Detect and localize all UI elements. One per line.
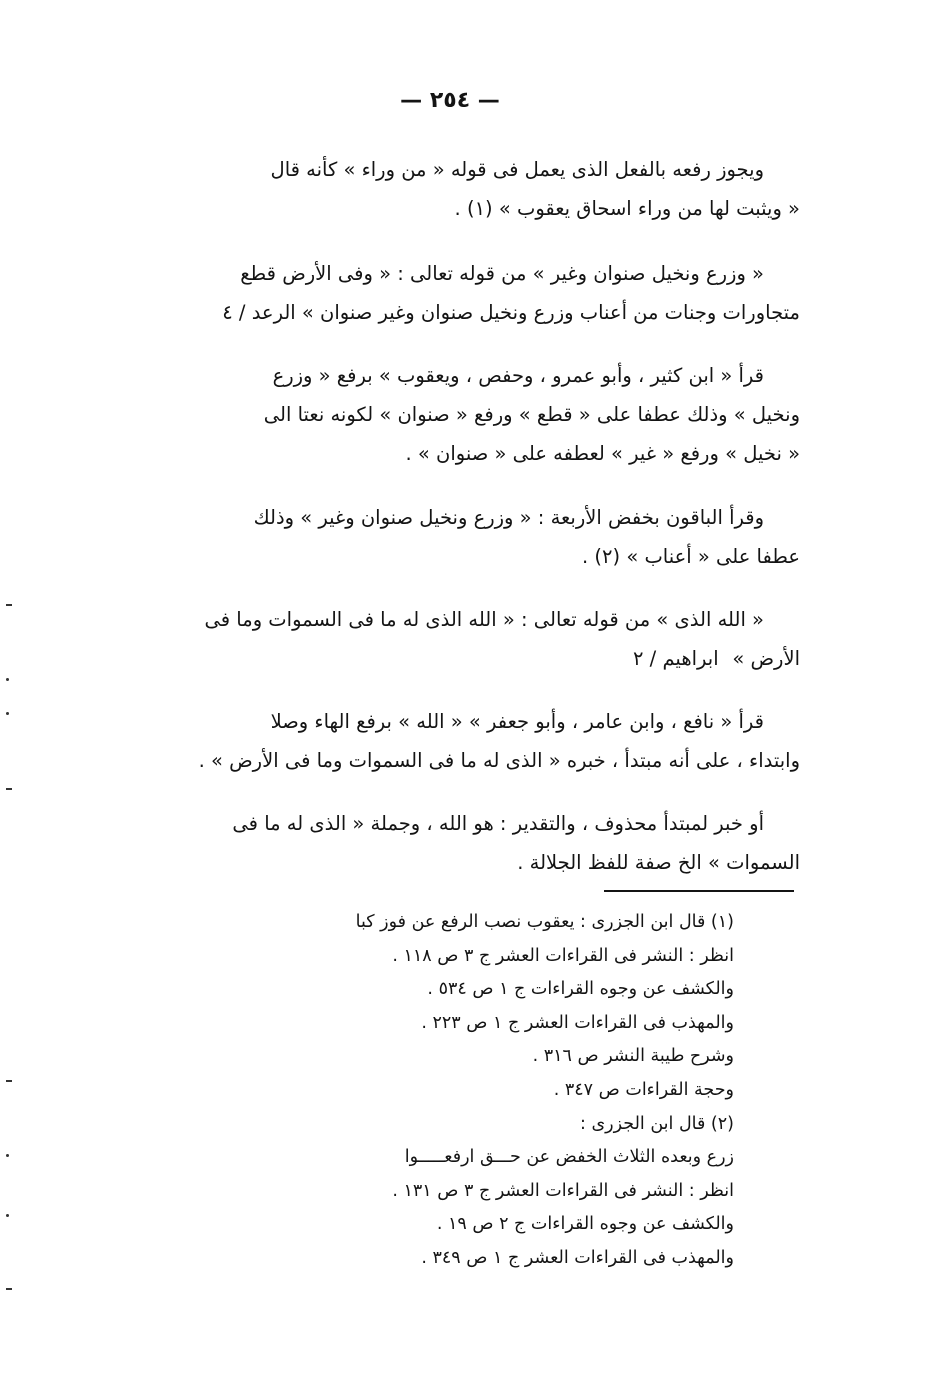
paragraph-line-text: الأرض » [732,647,800,670]
paragraph-line: عطفا على « أعناب » (٢) . [582,545,800,568]
paragraph-line [128,639,800,678]
footnote-line: والمهذب فى القراءات العشر ج ١ ص ٣٤٩ . [421,1247,734,1268]
scan-margin-mark [6,1214,9,1217]
scan-margin-mark [6,1080,12,1082]
paragraph-line: قرأ « نافع ، وابن عامر ، وأبو جعفر » « الله » برفع الهاء وصلا [270,710,764,733]
page-number: — ٢٥٤ — [400,88,500,113]
paragraph-line: « الله الذى » من قوله تعالى : « الله الذى له ما فى السموات وما فى [204,608,764,631]
scan-margin-mark [6,1288,12,1290]
footnote-line: والكشف عن وجوه القراءات ج ١ ص ٥٣٤ . [427,979,734,1000]
paragraph-line: « نخيل » ورفع « غير » لعطفه على « صنوان » . [405,442,800,465]
paragraph-2 [128,254,800,332]
paragraph-line: قرأ « ابن كثير ، وأبو عمرو ، وحفص ، ويعقوب » برفع « وزرع [272,364,764,387]
paragraph-line: أو خبر لمبتدأ محذوف ، والتقدير : هو الله ، وجملة « الذى له ما فى [232,812,764,835]
scan-margin-mark [6,788,12,790]
paragraph-6 [128,702,800,780]
footnote-line: والكشف عن وجوه القراءات ج ٢ ص ١٩ . [436,1214,734,1235]
paragraph-line: السموات » الخ صفة للفظ الجلالة . [517,851,800,874]
paragraph-5 [128,600,800,678]
paragraph-line: « ويثبت لها من وراء اسحاق يعقوب » (١) . [454,197,800,220]
footnotes [154,906,734,1276]
paragraph-line: متجاورات وجنات من أعناب وزرع ونخيل صنوان وغير صنوان » الرعد / ٤ [222,301,800,324]
footnote-line: انظر : النشر فى القراءات العشر ج ٣ ص ١١٨ . [392,945,734,966]
footnote-line: وشرح طيبة النشر ص ٣١٦ . [532,1046,734,1067]
paragraph-line: « وزرع ونخيل صنوان وغير » من قوله تعالى : « وفى الأرض قطع [240,262,764,285]
footnote-line: والمهذب فى القراءات العشر ج ١ ص ٢٢٣ . [421,1012,734,1033]
paragraph-line: ونخيل » وذلك عطفا على « قطع » ورفع « صنوان » لكونه نعتا الى [263,403,800,426]
footnote-line: (٢) قال ابن الجزرى : [580,1113,734,1134]
scan-margin-mark [6,712,9,715]
footnote-line: زرع وبعده الثلاث الخفض عن حـــق ارفعـــــوا [404,1147,734,1168]
paragraph-7 [128,804,800,882]
paragraph-line: ويجوز رفعه بالفعل الذى يعمل فى قوله « من وراء » كأنه قال [270,158,764,181]
paragraph-1 [128,150,800,228]
verse-reference: ابراهيم / ٢ [633,647,719,670]
footnote-line: (١) قال ابن الجزرى : يعقوب نصب الرفع عن فوز كبا [355,912,734,932]
footnote-divider [604,890,794,892]
footnote-line: انظر : النشر فى القراءات العشر ج ٣ ص ١٣١ . [392,1180,734,1201]
scan-margin-mark [6,604,12,606]
paragraph-line: وابتداء ، على أنه مبتدأ ، خبره « الذى له ما فى السموات وما فى الأرض » . [198,749,800,772]
paragraph-3 [128,356,800,473]
paragraph-line: وقرأ الباقون بخفض الأربعة : « وزرع ونخيل صنوان وغير » وذلك [253,506,764,529]
scan-margin-mark [6,1154,9,1157]
paragraph-4 [128,498,800,576]
scan-margin-mark [6,678,9,681]
footnote-line: وحجة القراءات ص ٣٤٧ . [553,1079,734,1100]
